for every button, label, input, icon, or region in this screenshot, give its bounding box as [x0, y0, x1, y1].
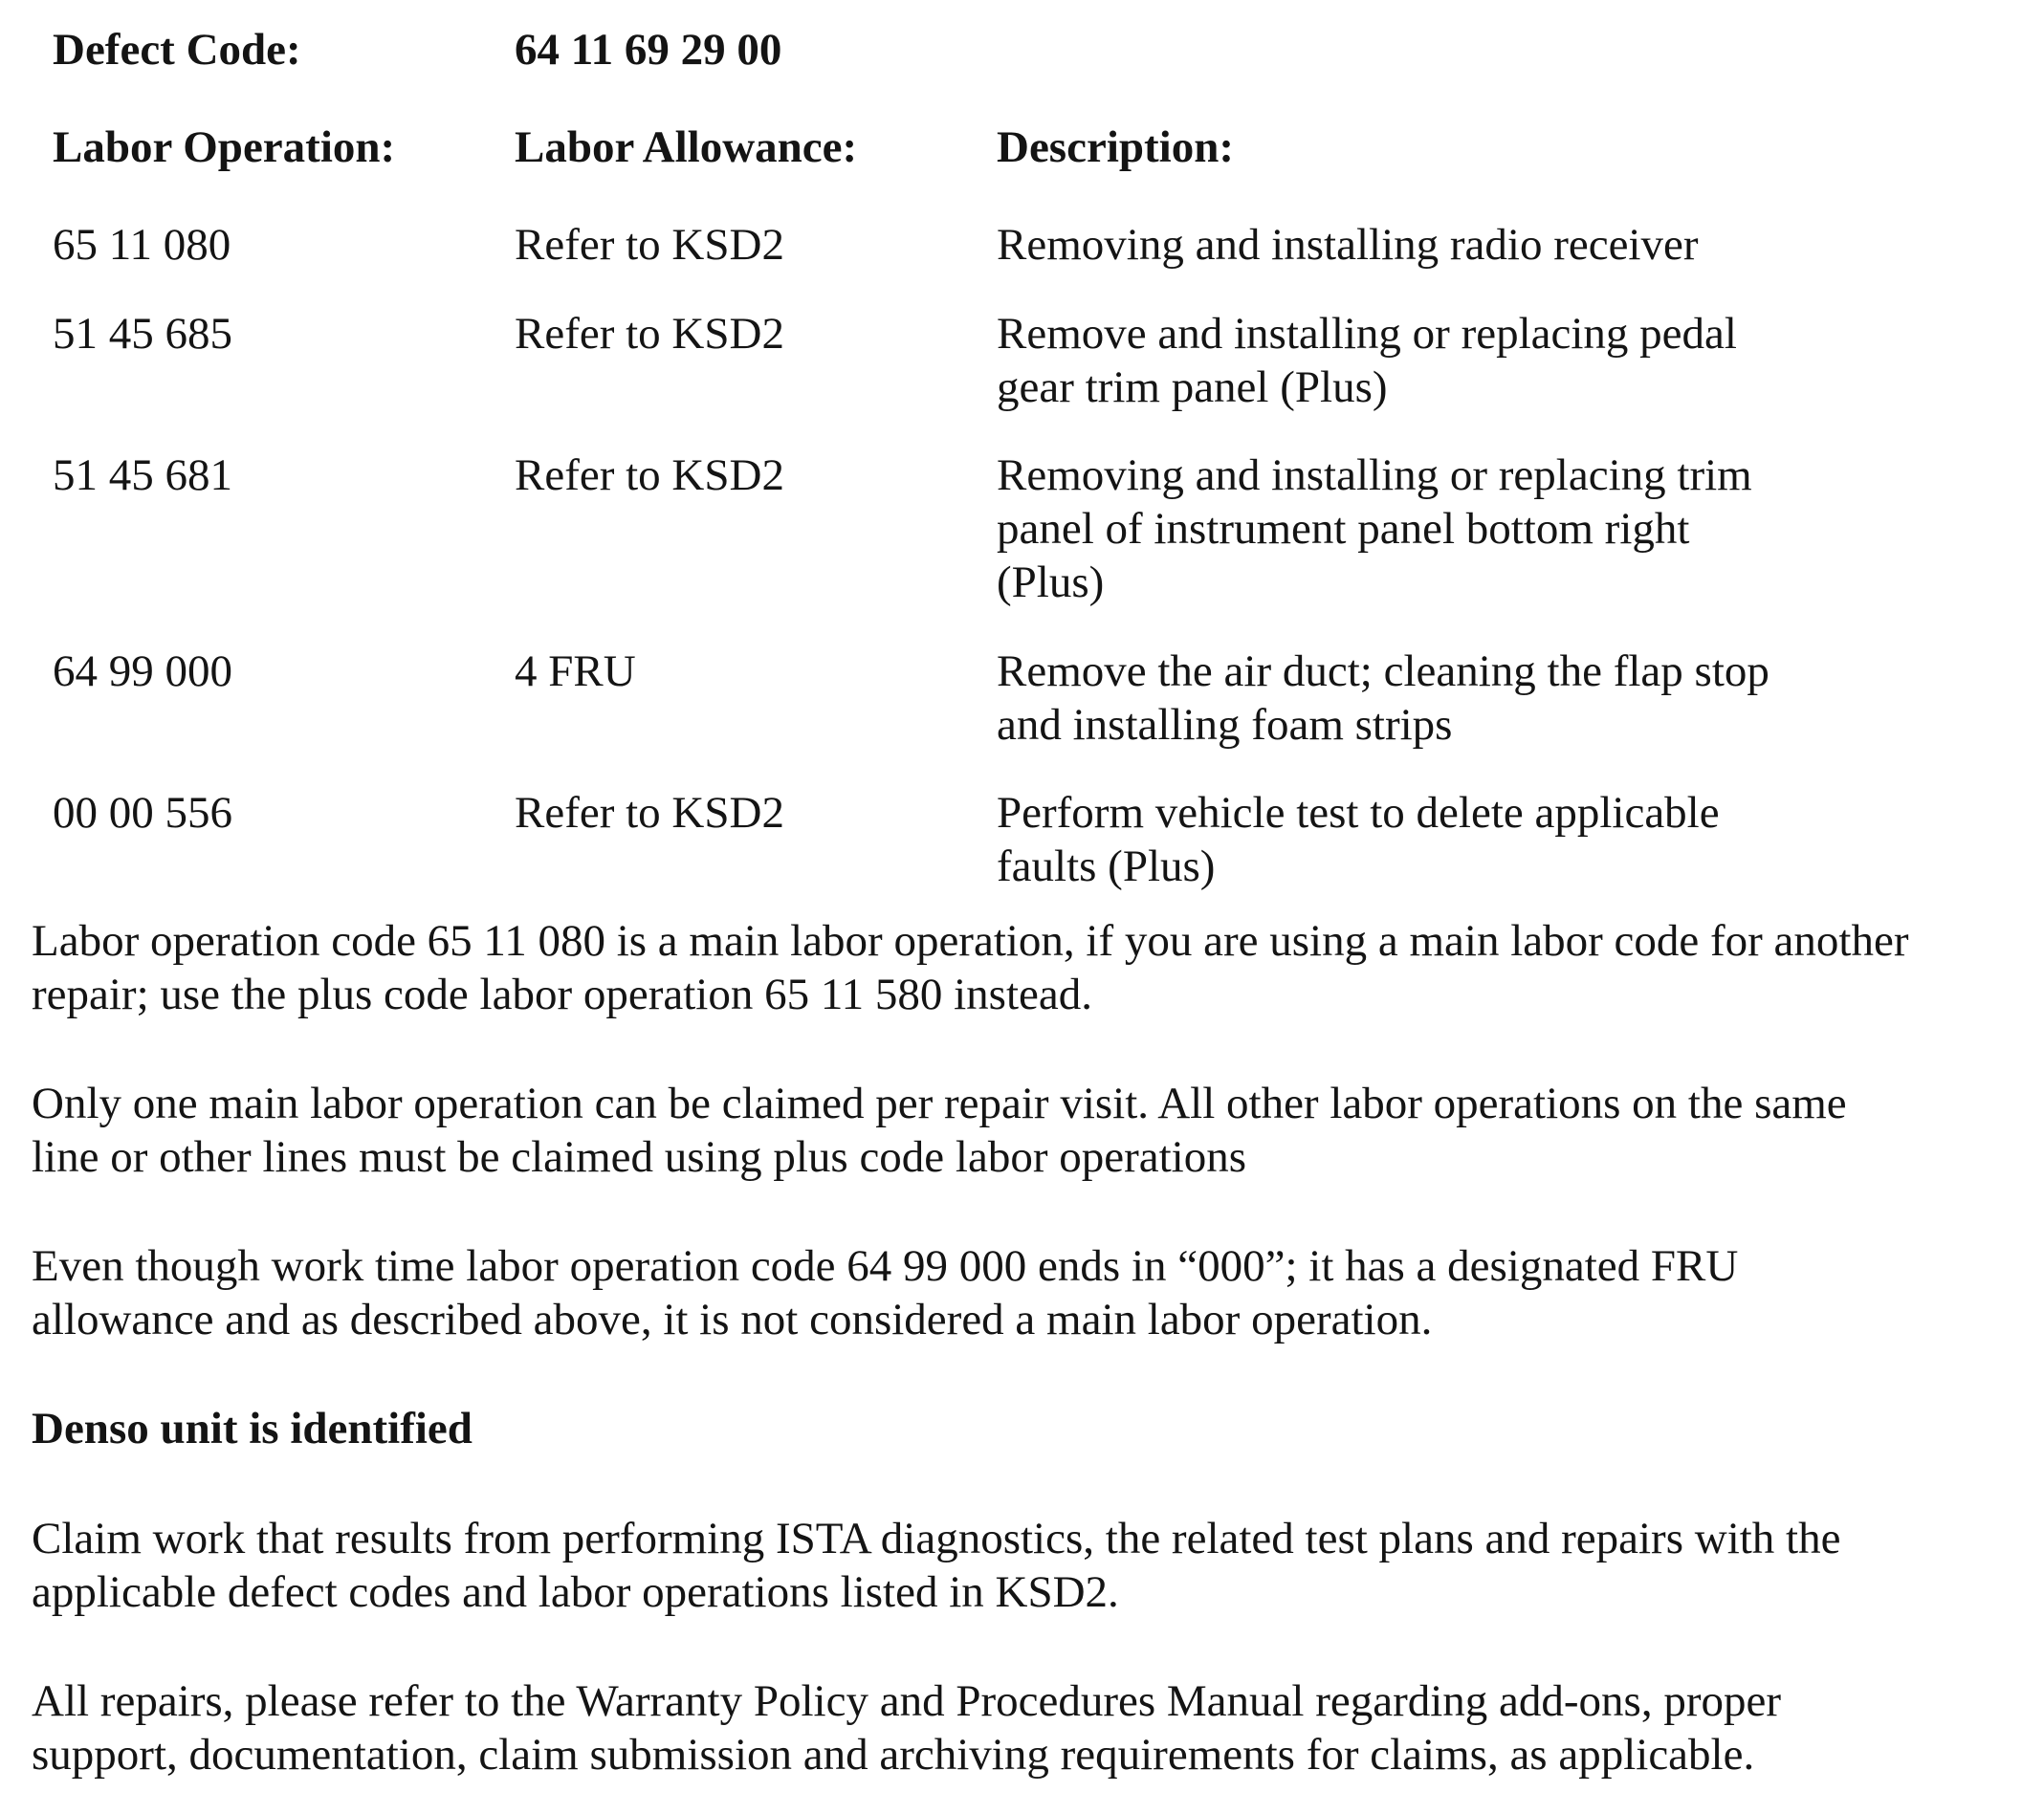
- claim-work-line-1: Claim work that results from performing ISTA diagnostics, the related test plans and repairs with the: [32, 1514, 1841, 1563]
- header-description: Description:: [997, 122, 1235, 172]
- row-2-allowance: Refer to KSD2: [515, 309, 784, 359]
- row-5-description-line-1: Perform vehicle test to delete applicable: [997, 788, 1720, 838]
- row-1-allowance: Refer to KSD2: [515, 220, 784, 270]
- row-5-operation: 00 00 556: [53, 788, 232, 838]
- row-2-description-line-1: Remove and installing or replacing pedal: [997, 309, 1737, 359]
- all-repairs-line-2: support, documentation, claim submission and archiving requirements for claims, as applicable.: [32, 1730, 1755, 1780]
- claim-work-line-2: applicable defect codes and labor operations listed in KSD2.: [32, 1567, 1119, 1617]
- note-one-main-line-2: line or other lines must be claimed using plus code labor operations: [32, 1132, 1247, 1182]
- row-3-operation: 51 45 681: [53, 450, 232, 500]
- all-repairs-paragraph: [32, 1674, 2040, 1781]
- row-4-description-line-1: Remove the air duct; cleaning the flap stop: [997, 646, 1769, 696]
- note-one-main: [32, 1077, 2040, 1184]
- note-one-main-line-1: Only one main labor operation can be claimed per repair visit. All other labor operations on the same: [32, 1079, 1847, 1128]
- row-3-description-line-1: Removing and installing or replacing trim: [997, 450, 1752, 500]
- row-5-allowance: Refer to KSD2: [515, 788, 784, 838]
- row-5-description-line-2: faults (Plus): [997, 841, 1216, 891]
- row-1-description-line-1: Removing and installing radio receiver: [997, 220, 1699, 270]
- header-labor-operation: Labor Operation:: [53, 122, 396, 172]
- defect-code-value: 64 11 69 29 00: [515, 25, 782, 75]
- denso-heading-text: Denso unit is identified: [32, 1404, 473, 1453]
- row-4-allowance: 4 FRU: [515, 646, 636, 696]
- row-4-operation: 64 99 000: [53, 646, 232, 696]
- note-main-labor-line-1: Labor operation code 65 11 080 is a main labor operation, if you are using a main labor code for another: [32, 916, 1909, 966]
- row-3-allowance: Refer to KSD2: [515, 450, 784, 500]
- claim-work-paragraph: [32, 1512, 2040, 1619]
- row-3-description-line-2: panel of instrument panel bottom right: [997, 504, 1690, 554]
- row-1-operation: 65 11 080: [53, 220, 231, 270]
- note-fru-line-1: Even though work time labor operation code 64 99 000 ends in “000”; it has a designated FRU: [32, 1241, 1739, 1291]
- note-main-labor: [32, 914, 2040, 1021]
- all-repairs-line-1: All repairs, please refer to the Warranty Policy and Procedures Manual regarding add-ons, proper: [32, 1676, 1782, 1726]
- note-fru: [32, 1239, 2040, 1346]
- defect-code-label: Defect Code:: [53, 25, 301, 75]
- note-fru-line-2: allowance and as described above, it is not considered a main labor operation.: [32, 1295, 1433, 1344]
- row-2-operation: 51 45 685: [53, 309, 232, 359]
- header-labor-allowance: Labor Allowance:: [515, 122, 858, 172]
- row-3-description-line-3: (Plus): [997, 557, 1105, 607]
- row-2-description-line-2: gear trim panel (Plus): [997, 362, 1388, 412]
- note-main-labor-line-2: repair; use the plus code labor operation 65 11 580 instead.: [32, 970, 1092, 1019]
- row-4-description-line-2: and installing foam strips: [997, 700, 1453, 750]
- denso-heading: [32, 1402, 2040, 1455]
